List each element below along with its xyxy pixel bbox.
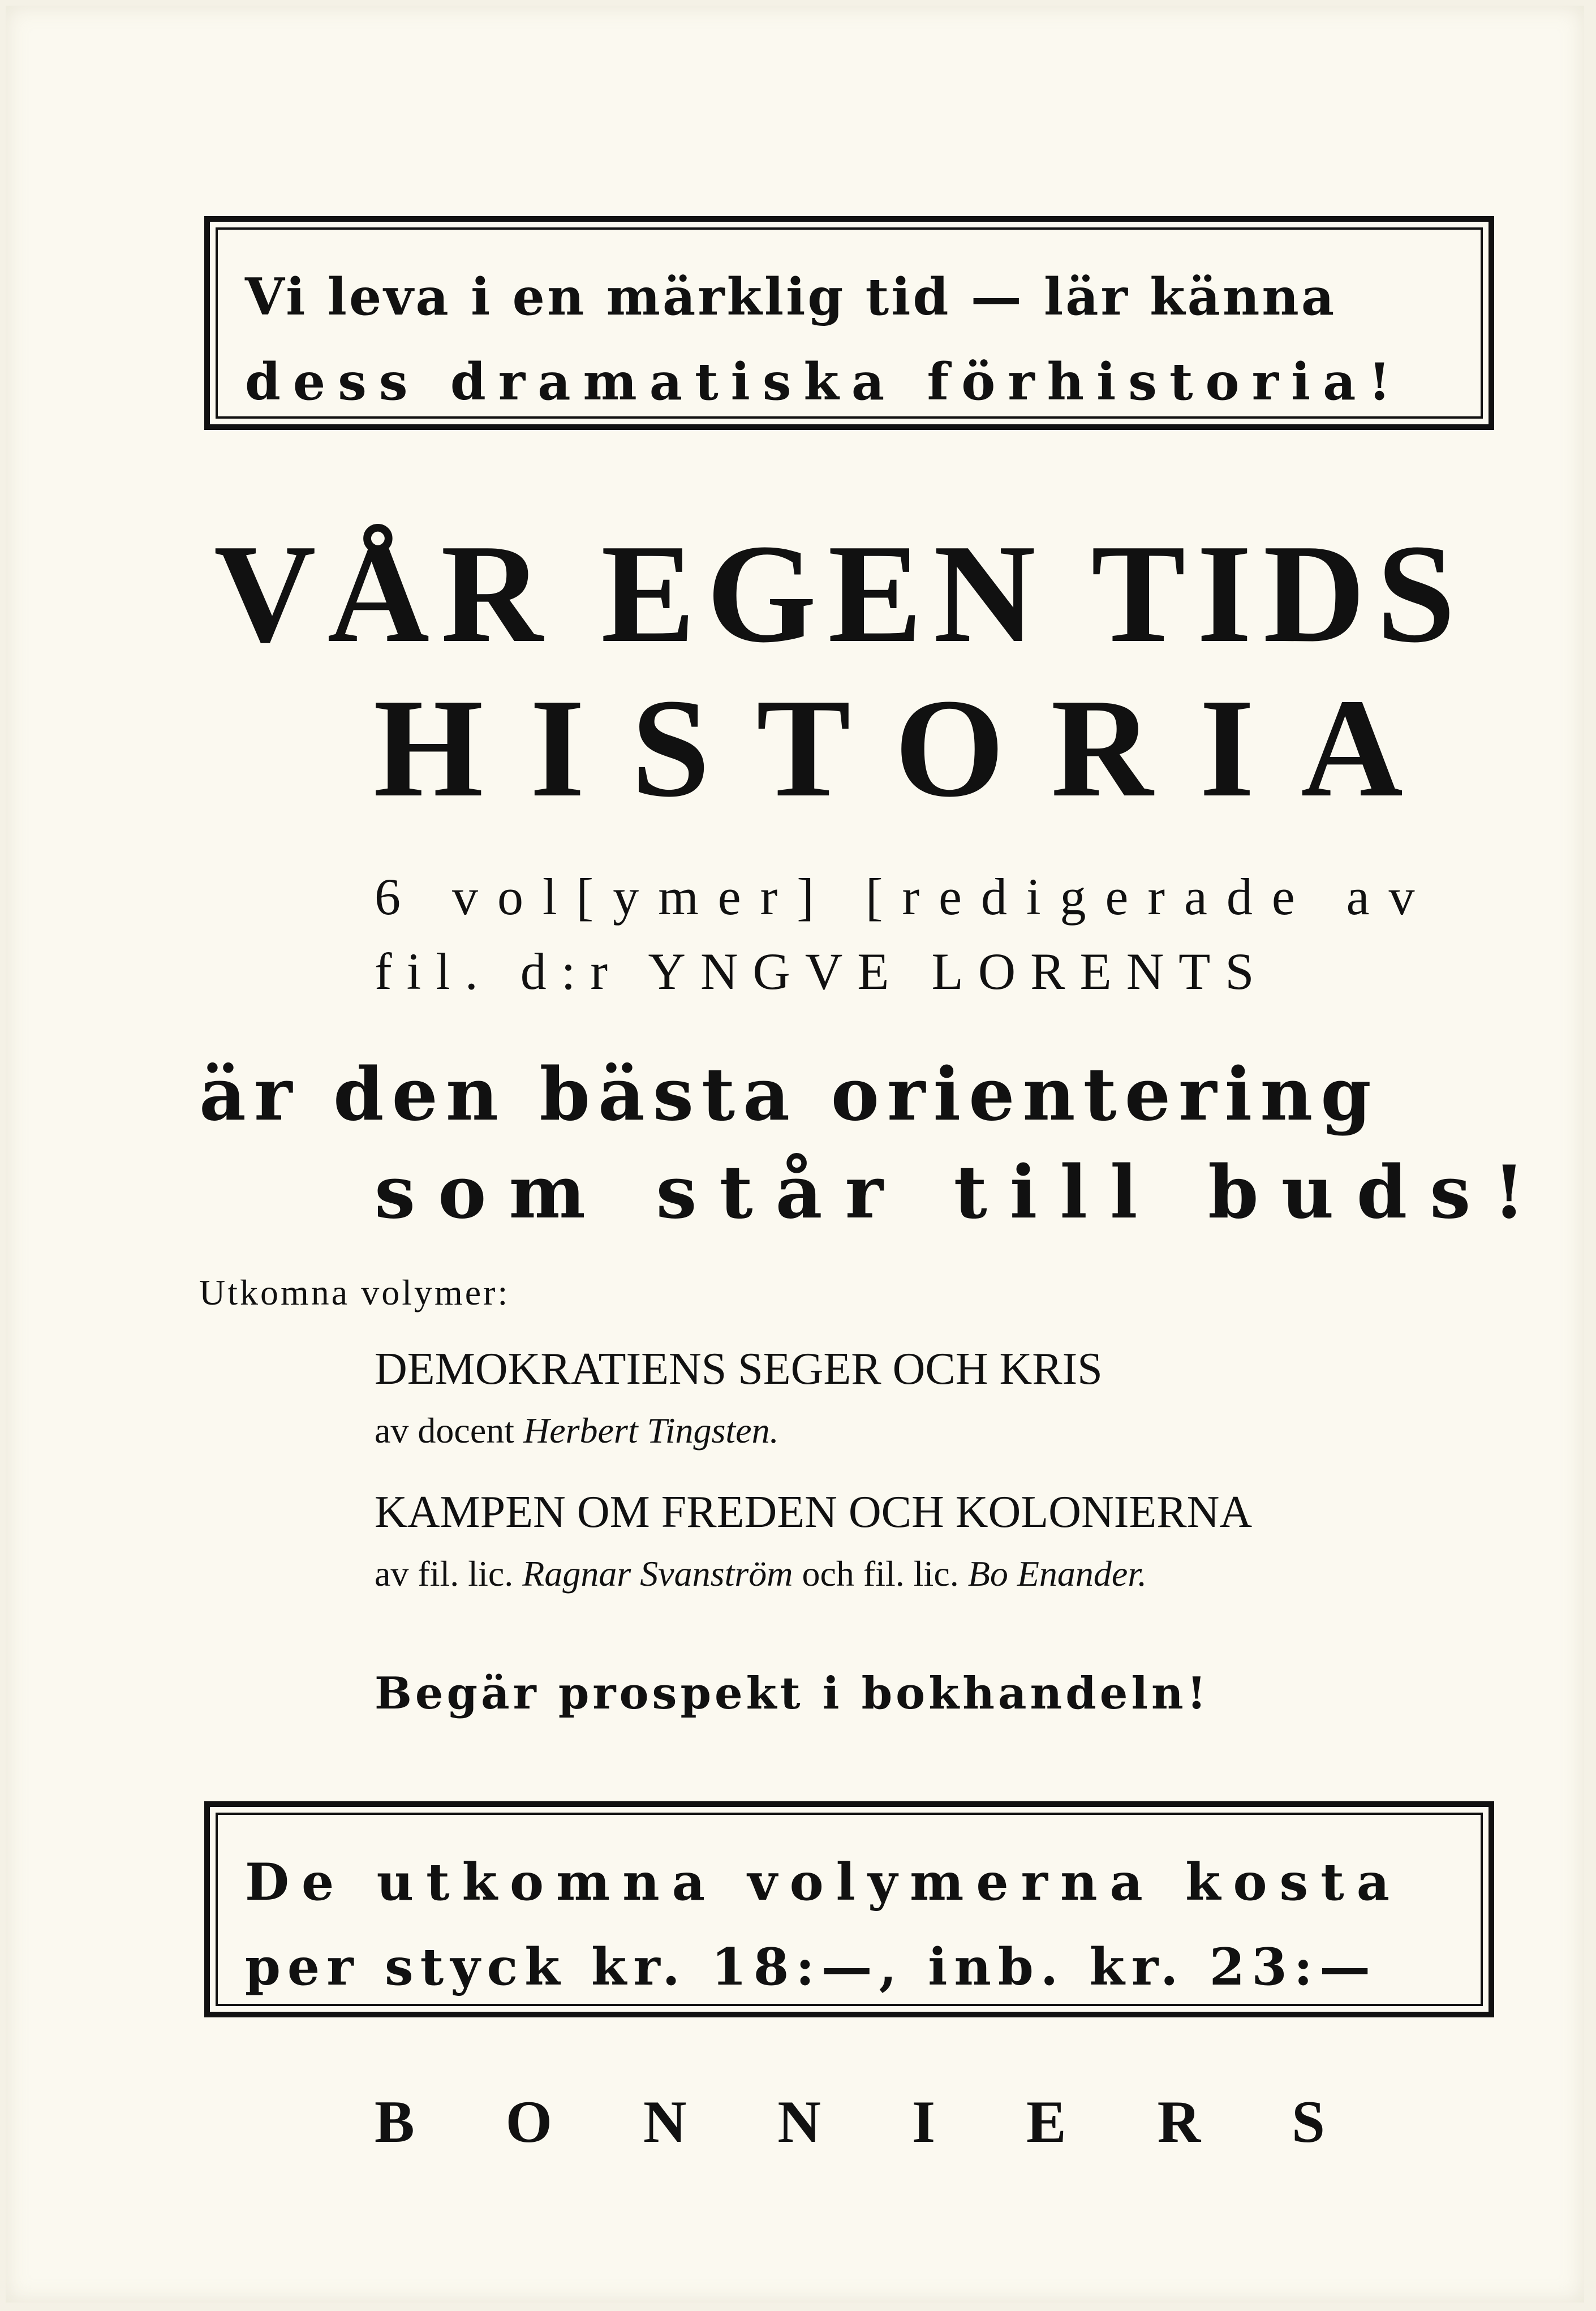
volume-author — [375, 1410, 779, 1452]
author-prefix: av docent — [375, 1410, 523, 1451]
publisher-name — [375, 2088, 1325, 2157]
publisher-letter: I — [911, 2089, 936, 2155]
author-joiner: och fil. lic. — [793, 1553, 968, 1594]
headline-line-2 — [245, 339, 1453, 424]
slogan-line-1: är den bästa orientering — [199, 1052, 1379, 1137]
price-line-2 — [245, 1925, 1453, 2009]
volume-author — [375, 1553, 1147, 1595]
request-prospectus: Begär prospekt i bokhandeln! — [375, 1668, 1210, 1719]
publisher-letter: E — [1026, 2089, 1066, 2155]
slogan-line-2: som står till buds! — [375, 1150, 1548, 1235]
publisher-letter: B — [375, 2089, 415, 2155]
main-title-line-2: HISTORIA — [373, 670, 1449, 827]
price-box — [204, 1801, 1494, 2017]
author-name-2: Bo Enander. — [967, 1553, 1147, 1594]
editor-line-2: fil. d:r YNGVE LORENTS — [375, 943, 1269, 1000]
author-name: Ragnar Svanström — [522, 1553, 793, 1594]
publisher-letter: N — [643, 2089, 687, 2155]
main-title-line-1: VÅR EGEN TIDS — [214, 515, 1467, 672]
poster-sheet — [6, 6, 1584, 2303]
price-text-2: per styck kr. 18:—, inb. kr. 23:— — [245, 1937, 1378, 1997]
price-text-1: De utkomna volymerna kosta — [245, 1852, 1403, 1912]
headline-box — [204, 216, 1494, 430]
volume-title: KAMPEN OM FREDEN OCH KOLONIERNA — [375, 1487, 1253, 1537]
headline-text-2: dess dramatiska förhistoria! — [245, 352, 1403, 412]
publisher-letter: R — [1157, 2089, 1201, 2155]
author-prefix: av fil. lic. — [375, 1553, 523, 1594]
price-line-1 — [245, 1840, 1453, 1925]
publisher-letter: O — [505, 2089, 553, 2155]
author-name: Herbert Tingsten. — [523, 1410, 779, 1451]
editor-line-1: 6 vol[ymer] [redigerade av — [375, 868, 1434, 926]
publisher-letter: S — [1292, 2089, 1325, 2155]
headline-text-1: Vi leva i en märklig tid — lär känna — [245, 267, 1337, 327]
headline-line-1 — [245, 255, 1453, 339]
volume-title: DEMOKRATIENS SEGER OCH KRIS — [375, 1344, 1103, 1394]
volumes-heading: Utkomna volymer: — [199, 1272, 510, 1312]
publisher-letter: N — [777, 2089, 821, 2155]
